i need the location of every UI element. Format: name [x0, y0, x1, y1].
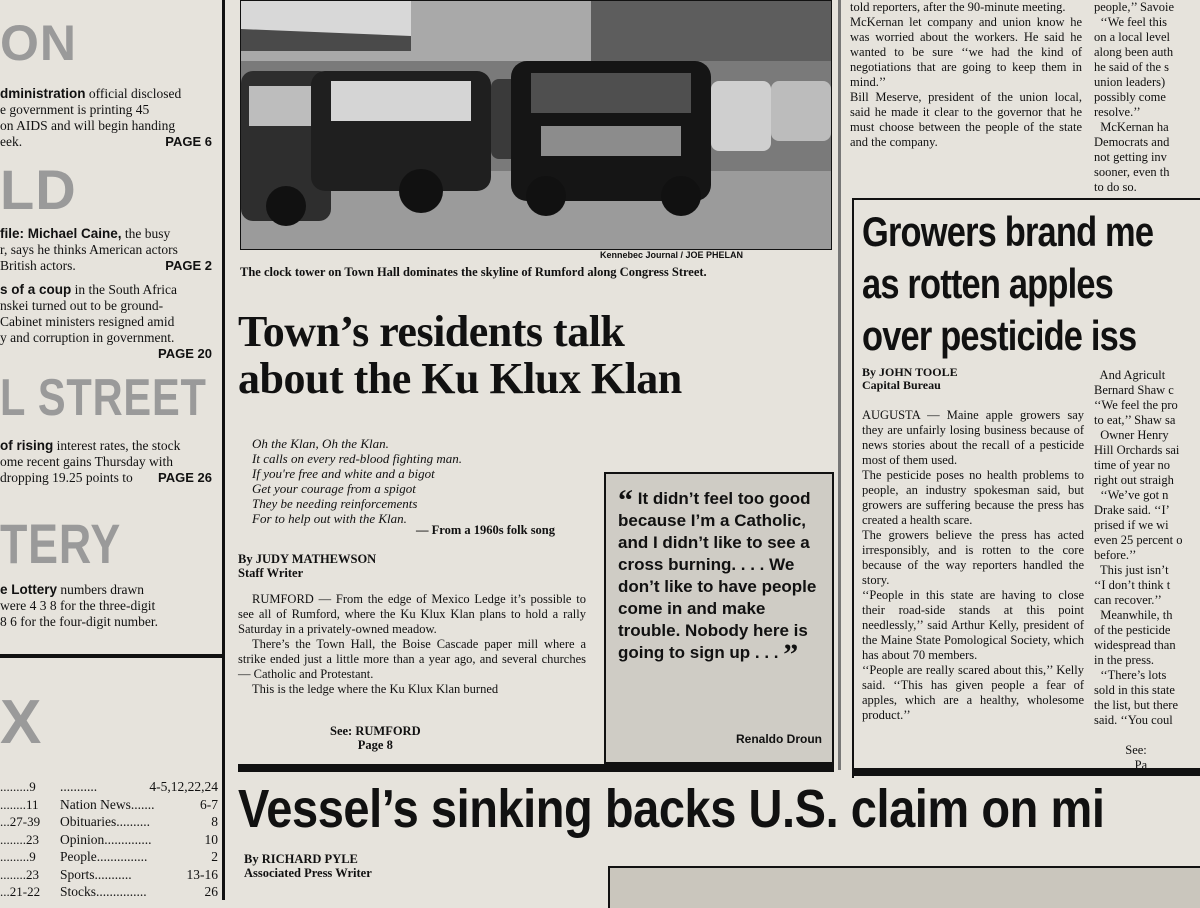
pull-quote-text-wrap: [618, 484, 828, 671]
growers-body-col2: And Agricult Bernard Shaw c ‘‘We feel the pro to eat,’’ Shaw sa Owner Henry Hill Orchards sai time of year no right out straigh ‘‘We’ve got n Drake said. ‘‘I’ prised if we wi even 25 percent o before.’’ This just isn’t ‘‘I don’t think t can recover.’’ Meanwhile, th of the pesticide widespread than in the press. ‘‘There’s lots sold in this state the list, but there said. ‘‘You coul See: Pa: [1094, 368, 1183, 772]
growers-byline-name: By JOHN TOOLE: [862, 365, 958, 379]
index-row[interactable]: [60, 796, 218, 814]
index-dots: ..........: [116, 814, 150, 829]
vessel-photo: [608, 866, 1200, 908]
brief-caine-page[interactable]: PAGE 2: [165, 258, 212, 273]
index-row[interactable]: [60, 831, 218, 849]
brief-coup-lead: s of a coup: [0, 282, 72, 297]
index-left-row[interactable]: ........23: [0, 866, 39, 882]
union-story-continued-col2: people,’’ Savoie ‘‘We feel this on a local level along been auth he said of the s union leaders) possibly come resolve.’’ McKernan ha Democrats and not getting inv sooner, even th to do so.: [1094, 0, 1175, 194]
brief-stocks: [0, 438, 212, 486]
index-row[interactable]: [60, 848, 218, 866]
index-page: 10: [204, 831, 218, 847]
growers-byline: [862, 366, 958, 392]
index-page: 6-7: [200, 796, 218, 812]
growers-headline-line3: over pesticide iss: [862, 312, 1137, 359]
index-page: 26: [204, 884, 218, 899]
index-left-row[interactable]: ........11: [0, 796, 39, 812]
index-page: 13-16: [186, 866, 218, 882]
brief-stocks-text: interest rates, the stock ome recent gains Thursday with dropping 19.25 points to: [0, 438, 181, 485]
index-name: Stocks: [60, 884, 97, 899]
index-left-row[interactable]: .........9: [0, 779, 36, 794]
vessel-top-rule: [238, 764, 834, 772]
brief-aids-text: official disclosed e government is printing 45 on AIDS and will begin handing eek.: [0, 86, 182, 149]
klan-paragraph: This is the ledge where the Ku Klux Klan burned: [252, 682, 499, 696]
vessel-byline-name: By RICHARD PYLE: [244, 852, 358, 866]
street-photo: [240, 0, 832, 250]
index-name: People: [60, 849, 97, 864]
klan-byline-title: Staff Writer: [238, 566, 304, 580]
index-right-column: [60, 778, 218, 901]
brief-caine: [0, 226, 212, 274]
growers-headline-line1: Growers brand me: [862, 208, 1154, 255]
index-row[interactable]: [60, 813, 218, 831]
klan-headline[interactable]: [238, 308, 828, 402]
klan-byline: [238, 552, 376, 580]
brief-stocks-page[interactable]: PAGE 26: [158, 470, 212, 485]
poem-line: If you're free and white and a bigot: [252, 466, 435, 481]
vessel-byline: [244, 852, 372, 880]
section-label-world: LD: [0, 158, 77, 221]
klan-body: [238, 592, 586, 697]
brief-lottery-lead: e Lottery: [0, 582, 58, 597]
index-name: Opinion: [60, 831, 105, 847]
brief-lottery-text: numbers drawn were 4 3 8 for the three-digit 8 6 for the four-digit number.: [0, 582, 158, 629]
index-row[interactable]: [60, 866, 218, 884]
brief-caine-text: the busy r, says he thinks American actors British actors.: [0, 226, 178, 273]
poem-line: They be needing reinforcements: [252, 496, 418, 511]
street-photo-illustration: [241, 1, 831, 249]
left-column-rule: [222, 0, 225, 900]
index-dots: ...........: [60, 779, 98, 794]
klan-paragraph: RUMFORD — From the edge of Mexico Ledge it’s possible to see all of Rumford, where the Ku Klux Klan plans to hold a rally Saturday in a privately-owned meadow.: [238, 592, 586, 636]
poem-source: — From a 1960s folk song: [416, 523, 556, 537]
section-label-lottery: TERY: [0, 512, 122, 575]
brief-aids: [0, 86, 212, 150]
klan-paragraph: There’s the Town Hall, the Boise Cascade paper mill where a strike ended just a little more than a year ago, and several churches — Catholic and Protestant.: [238, 637, 586, 681]
section-label-street: L STREET: [0, 369, 207, 427]
section-label-nation: ON: [0, 15, 77, 71]
index-dots: .......: [130, 796, 155, 812]
vessel-headline[interactable]: Vessel’s sinking backs U.S. claim on mi: [238, 779, 1105, 839]
index-name: Nation News: [60, 796, 131, 812]
index-dots: ...........: [94, 866, 132, 882]
pull-quote-text: It didn’t feel too good because I’m a Catholic, and I didn’t like to see a cross burning. . . . We don’t like to have people come in and make trouble. Nobody here is going to sign up . . .: [618, 489, 817, 662]
open-quote-mark: “: [618, 484, 633, 517]
klan-byline-name: By JUDY MATHEWSON: [238, 552, 377, 566]
index-left-column: [0, 778, 55, 901]
klan-jump-label: See: RUMFORD: [330, 724, 421, 738]
folk-song-poem: [252, 436, 462, 526]
left-lottery-rule: [0, 654, 222, 656]
klan-headline-line2: about the Ku Klux Klan: [238, 354, 682, 403]
close-quote-mark: ”: [783, 638, 799, 671]
index-row[interactable]: [60, 778, 218, 796]
pull-quote-attribution: Renaldo Droun: [736, 732, 822, 746]
index-name: Obituaries: [60, 814, 117, 829]
index-name: Sports: [60, 866, 95, 882]
brief-coup-text: in the South Africa nskei turned out to be ground- Cabinet ministers resigned amid y and corruption in government.: [0, 282, 177, 345]
union-story-continued: told reporters, after the 90-minute meeting. McKernan let company and union know he was worried about the workers. He said he wanted to be sure ‘‘we had the kind of negotiations that are going to keep them in mind.’’ Bill Meserve, president of the union local, said he made it clear to the governor that he must choose between the people of the state and the company.: [850, 0, 1082, 149]
klan-headline-line1: Town’s residents talk: [238, 307, 625, 356]
index-dots: ...............: [96, 849, 148, 864]
growers-byline-title: Capital Bureau: [862, 378, 941, 392]
index-page: 8: [211, 814, 218, 829]
index-page: 4-5,12,22,24: [149, 779, 218, 794]
brief-stocks-lead: of rising: [0, 438, 54, 453]
growers-headline[interactable]: [862, 206, 1200, 362]
index-row[interactable]: [60, 883, 218, 901]
growers-headline-line2: as rotten apples: [862, 260, 1114, 307]
index-left-row[interactable]: ...21-22: [0, 884, 41, 899]
brief-coup-page[interactable]: PAGE 20: [158, 346, 212, 361]
index-left-row[interactable]: ...27-39: [0, 814, 41, 829]
photo-credit: Kennebec Journal / JOE PHELAN: [600, 250, 744, 260]
pull-quote-box: [604, 472, 834, 764]
growers-body-col1: AUGUSTA — Maine apple growers say they are unfairly losing business because of news stories about the recall of a pesticide most of them used. The pesticide poses no health problems to people, an industry spokesman said, but growers are suffering because the press has created a health scare. The growers believe the press has acted irresponsibly, and is rotten to the core because of the way reporters handled the story. ‘‘People in this state are having to close their road-side stands at this point needlessly,’’ said Arthur Kelly, president of the Maine State Pomological Society, which has about 70 members. ‘‘People are really scared about this,’’ Kelly said. ‘‘This has given people a fear of apples, which are a healthy, wholesome product.’’: [862, 408, 1084, 722]
vessel-byline-title: Associated Press Writer: [244, 866, 372, 880]
photo-caption: The clock tower on Town Hall dominates the skyline of Rumford along Congress Street.: [240, 265, 707, 279]
right-column-rule: [838, 0, 841, 770]
index-dots: ...............: [96, 884, 147, 899]
poem-line: Oh the Klan, Oh the Klan.: [252, 436, 389, 451]
poem-line: For to help out with the Klan.: [252, 511, 407, 526]
index-dots: ..............: [104, 831, 152, 847]
index-left-row[interactable]: ........23: [0, 831, 39, 847]
index-page: 2: [211, 849, 218, 864]
index-left-row[interactable]: .........9: [0, 849, 36, 864]
brief-lottery: [0, 582, 212, 630]
brief-aids-lead: dministration: [0, 86, 86, 101]
brief-coup: [0, 282, 212, 362]
section-label-index: X: [0, 688, 43, 757]
poem-line: Get your courage from a spigot: [252, 481, 416, 496]
poem-line: It calls on every red-blood fighting man.: [252, 451, 463, 466]
brief-caine-lead: file: Michael Caine,: [0, 226, 122, 241]
klan-jump-page: Page 8: [357, 738, 393, 752]
klan-jump-link[interactable]: [330, 724, 421, 752]
brief-aids-page[interactable]: PAGE 6: [165, 134, 212, 149]
